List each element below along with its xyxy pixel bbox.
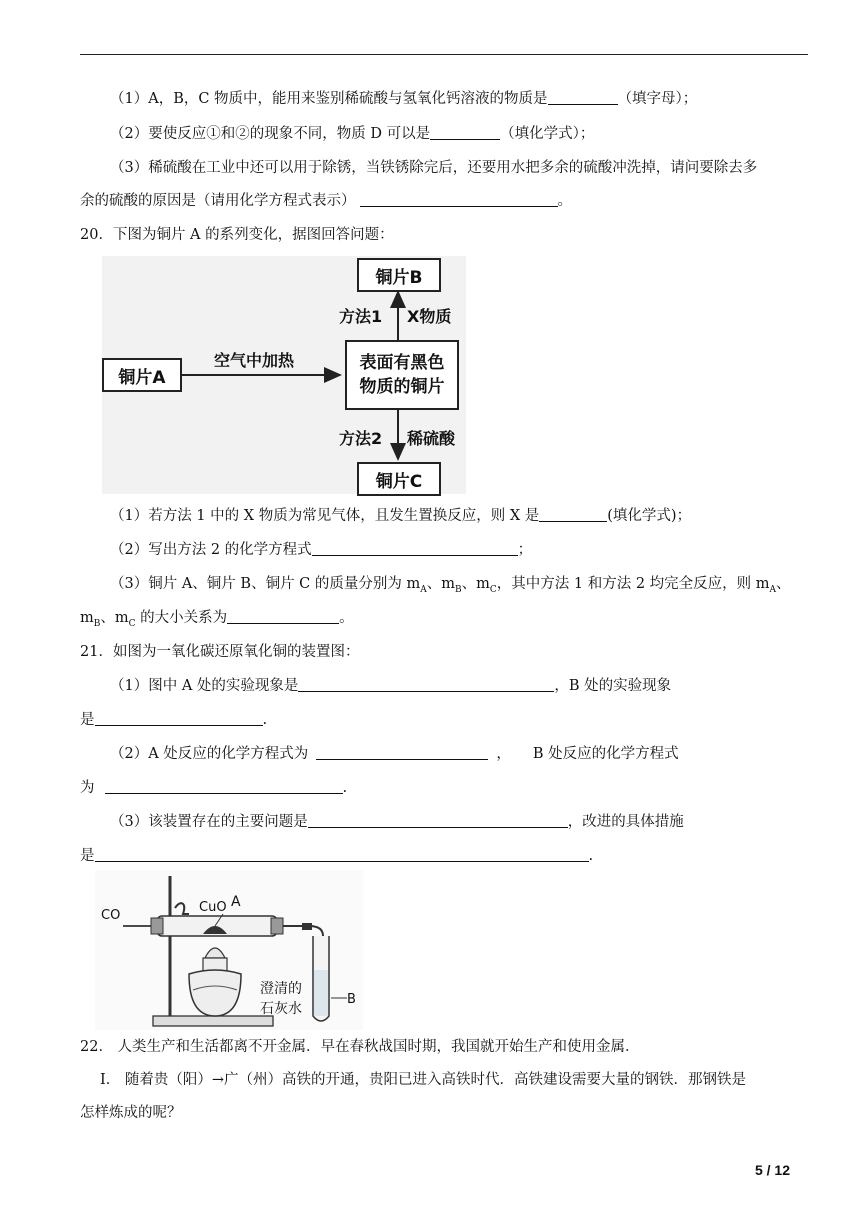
box-copper-a: 铜片A: [102, 358, 182, 392]
label-co: CO: [101, 908, 121, 923]
q21-stem: 21．如图为一氧化碳还原氧化铜的装置图：: [80, 644, 360, 660]
q21-part1-line1: （1）图中 A 处的实验现象是 ，B 处的实验现象: [110, 678, 672, 694]
answer-blank[interactable]: [227, 609, 339, 624]
q21-part3-line1: （3）该装置存在的主要问题是 ，改进的具体措施: [110, 814, 684, 830]
q22-stem: 22． 人类生产和生活都离不开金属．早在春秋战国时期，我国就开始生产和使用金属．: [80, 1039, 640, 1055]
q22-part1-line1: I． 随着贵（阳）→广（州）高铁的开通，贵阳已进入高铁时代．高铁建设需要大量的钢铁．那钢铁是: [100, 1072, 746, 1088]
answer-blank[interactable]: [360, 192, 558, 207]
answer-blank[interactable]: [539, 507, 607, 522]
q21-part3-line2: 是 .: [80, 848, 594, 864]
page-number: 5 / 12: [754, 1162, 790, 1178]
co-reduction-apparatus: [95, 870, 363, 1030]
answer-blank[interactable]: [308, 813, 568, 828]
q20-part3-line2: $m_B$、$m_C$ 的大小关系为 。: [80, 610, 354, 629]
answer-blank[interactable]: [95, 847, 589, 862]
label-limewater-line1: 澄清的: [260, 981, 302, 997]
answer-blank[interactable]: [316, 745, 488, 760]
q19-part3-line2: 余的硫酸的原因是（请用化学方程式表示） 。: [80, 193, 572, 209]
answer-blank[interactable]: [548, 90, 618, 105]
answer-blank[interactable]: [95, 711, 263, 726]
label-x-substance: X物质: [407, 307, 452, 326]
label-method2: 方法2: [339, 429, 383, 448]
q22-part1-line2: 怎样炼成的呢？: [80, 1105, 182, 1121]
label-limewater-line2: 石灰水: [260, 1001, 302, 1017]
q19-part1: （1）A，B，C 物质中，能用来鉴别稀硫酸与氢氧化钙溶液的物质是 （填字母）；: [110, 91, 698, 107]
q20-part1: （1）若方法 1 中的 X 物质为常见气体，且发生置换反应，则 X 是 (填化学式)；: [110, 508, 692, 524]
label-method1: 方法1: [339, 307, 383, 326]
answer-blank[interactable]: [298, 677, 554, 692]
box-copper-c: 铜片C: [357, 462, 441, 496]
q21-part2-line2: 为 .: [80, 780, 348, 796]
box-blackened-copper: 表面有黑色 物质的铜片: [345, 340, 459, 410]
label-a: A: [231, 894, 241, 910]
label-b: B: [347, 992, 356, 1007]
q20-part3-line1: （3）铜片 A、铜片 B、铜片 C 的质量分别为 $m_A$、$m_B$、$m_C$，其中方法 1 和方法 2 均完全反应，则 $m_A$、: [110, 576, 791, 595]
copper-flow-diagram: [102, 256, 466, 494]
q19-part2: （2）要使反应①和②的现象不同，物质 D 可以是 （填化学式）；: [110, 126, 595, 142]
q20-stem: 20．下图为铜片 A 的系列变化，据图回答问题：: [80, 227, 394, 243]
box-copper-b: 铜片B: [357, 258, 441, 292]
answer-blank[interactable]: [430, 125, 500, 140]
answer-blank[interactable]: [105, 779, 343, 794]
label-cuo: CuO: [199, 900, 227, 915]
label-dilute-sulfuric-acid: 稀硫酸: [407, 429, 456, 448]
q21-part2-line1: （2）A 处反应的化学方程式为 ， B 处反应的化学方程式: [110, 746, 679, 762]
label-heat-in-air: 空气中加热: [214, 351, 295, 370]
q20-part2: （2）写出方法 2 的化学方程式 ；: [110, 542, 533, 558]
apparatus-drawing: [95, 870, 363, 1030]
answer-blank[interactable]: [312, 541, 518, 556]
header-rule: [80, 54, 808, 55]
q19-part3-line1: （3）稀硫酸在工业中还可以用于除锈，当铁锈除完后，还要用水把多余的硫酸冲洗掉，请问要除去多: [110, 160, 758, 176]
q21-part1-line2: 是 .: [80, 712, 268, 728]
